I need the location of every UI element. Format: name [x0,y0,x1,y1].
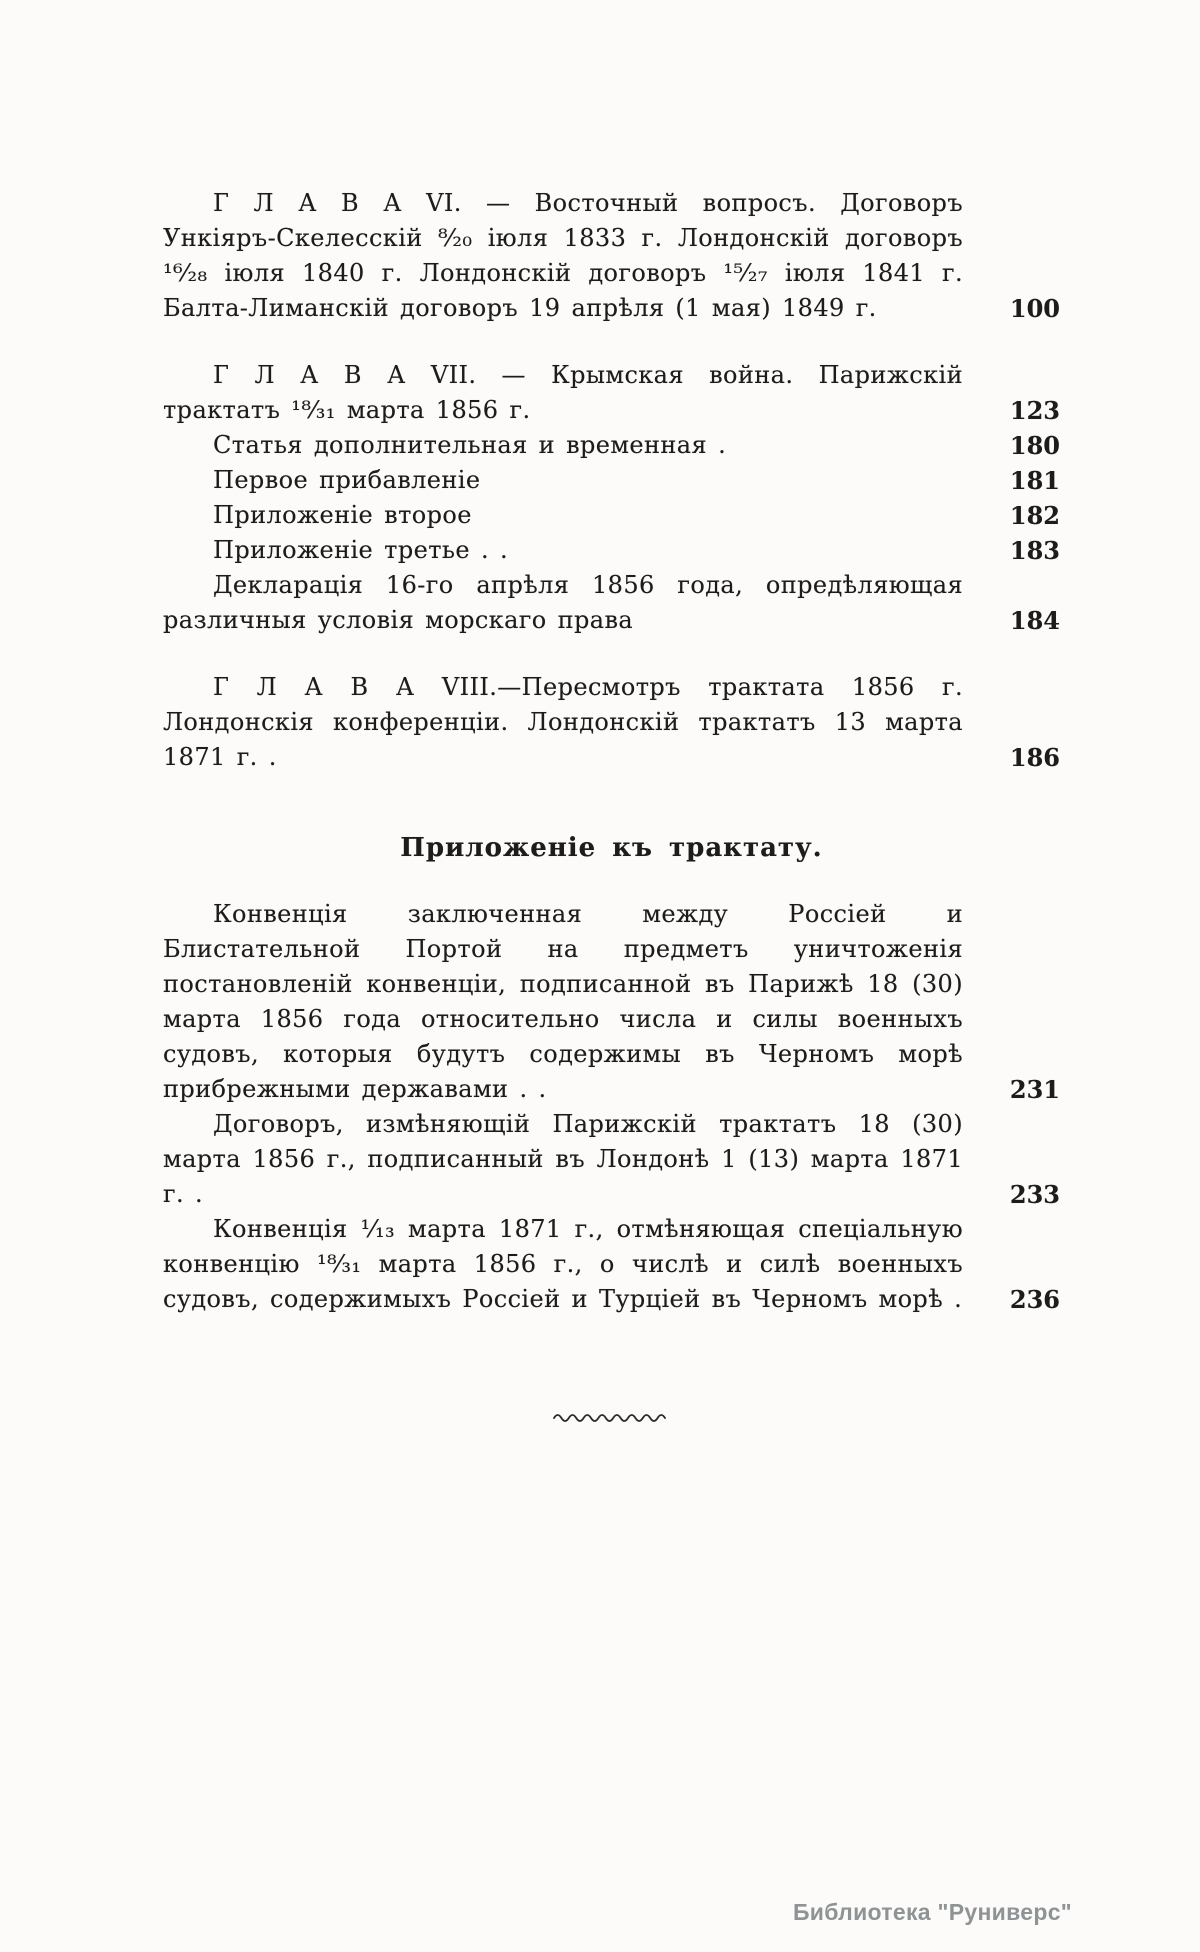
toc-entry [163,533,1060,568]
toc-entry-text: Статья дополнительная и временная . [213,431,727,459]
squiggle-divider-icon [551,1410,673,1424]
toc-entry-text: Г Л А В А VIII.—Пересмотръ трактата 1856 г. Лондонскія конференціи. Лондонскій трактатъ 13 марта 1871 г. . [163,673,963,771]
toc-entry [163,568,1060,638]
toc-entry [163,463,1060,498]
chapter-group-vi [163,186,1060,326]
toc-entry-page: 181 [1009,466,1060,495]
toc-entry-page: 236 [1009,1285,1060,1314]
toc-entry-text: Г Л А В А VII. — Крымская война. Парижскій трактатъ ¹⁸⁄₃₁ марта 1856 г. [163,361,963,424]
toc-entry [163,428,1060,463]
toc-entry [163,670,1060,775]
toc-entry-text: Конвенція заключенная между Россіей и Блистательной Портой на предметъ уничтоженія постановленій конвенціи, подписанной въ Парижѣ 18 (30) марта 1856 года относительно числа и силы военныхъ судовъ, которыя будутъ содержимы въ Черномъ морѣ прибрежными державами . . [163,900,963,1103]
toc-entry [163,498,1060,533]
toc-entry-page: 123 [1009,396,1060,425]
toc-entry [163,1107,1060,1212]
toc-entry-text: Приложеніе второе [213,501,472,529]
toc-entry-page: 184 [1009,606,1060,635]
section-divider [163,1409,1060,1428]
appendix-heading: Приложеніе къ трактату. [400,833,823,863]
toc-entry [163,897,1060,1107]
toc-entry-page: 182 [1009,501,1060,530]
chapter-group-viii [163,670,1060,775]
table-of-contents [163,186,1060,1428]
toc-entry-text: Договоръ, измѣняющій Парижскій трактатъ 18 (30) марта 1856 г., подписанный въ Лондонѣ 1 (13) марта 1871 г. . [163,1110,963,1208]
toc-entry-text: Приложеніе третье . . [213,536,509,564]
toc-entry [163,358,1060,428]
toc-entry [163,1212,1060,1317]
toc-entry-text: Конвенція ¹⁄₁₃ марта 1871 г., отмѣняющая спеціальную конвенцію ¹⁸⁄₃₁ марта 1856 г., о числѣ и силѣ военныхъ судовъ, содержимыхъ Россіей и Турціей въ Черномъ морѣ . [163,1215,963,1313]
toc-entry-page: 186 [1009,743,1060,772]
chapter-group-vii [163,358,1060,638]
appendix-group [163,897,1060,1317]
toc-entry-page: 100 [1009,294,1060,323]
toc-entry-page: 180 [1009,431,1060,460]
toc-entry-text: Г Л А В А VI. — Восточный вопросъ. Договоръ Ункіяръ-Скелесскій ⁸⁄₂₀ іюля 1833 г. Лондонскій договоръ ¹⁶⁄₂₈ іюля 1840 г. Лондонскій договоръ ¹⁵⁄₂₇ іюля 1841 г. Балта-Лиманскій договоръ 19 апрѣля (1 мая) 1849 г. [163,189,963,322]
toc-entry-page: 183 [1009,536,1060,565]
toc-entry-page: 233 [1009,1180,1060,1209]
library-watermark: Библиотека "Руниверс" [792,1899,1072,1925]
toc-entry-text: Первое прибавленіе [213,466,481,494]
toc-entry-page: 231 [1009,1075,1060,1104]
toc-entry-text: Декларація 16-го апрѣля 1856 года, опредѣляющая различныя условія морскаго права [163,571,963,634]
toc-entry [163,186,1060,326]
